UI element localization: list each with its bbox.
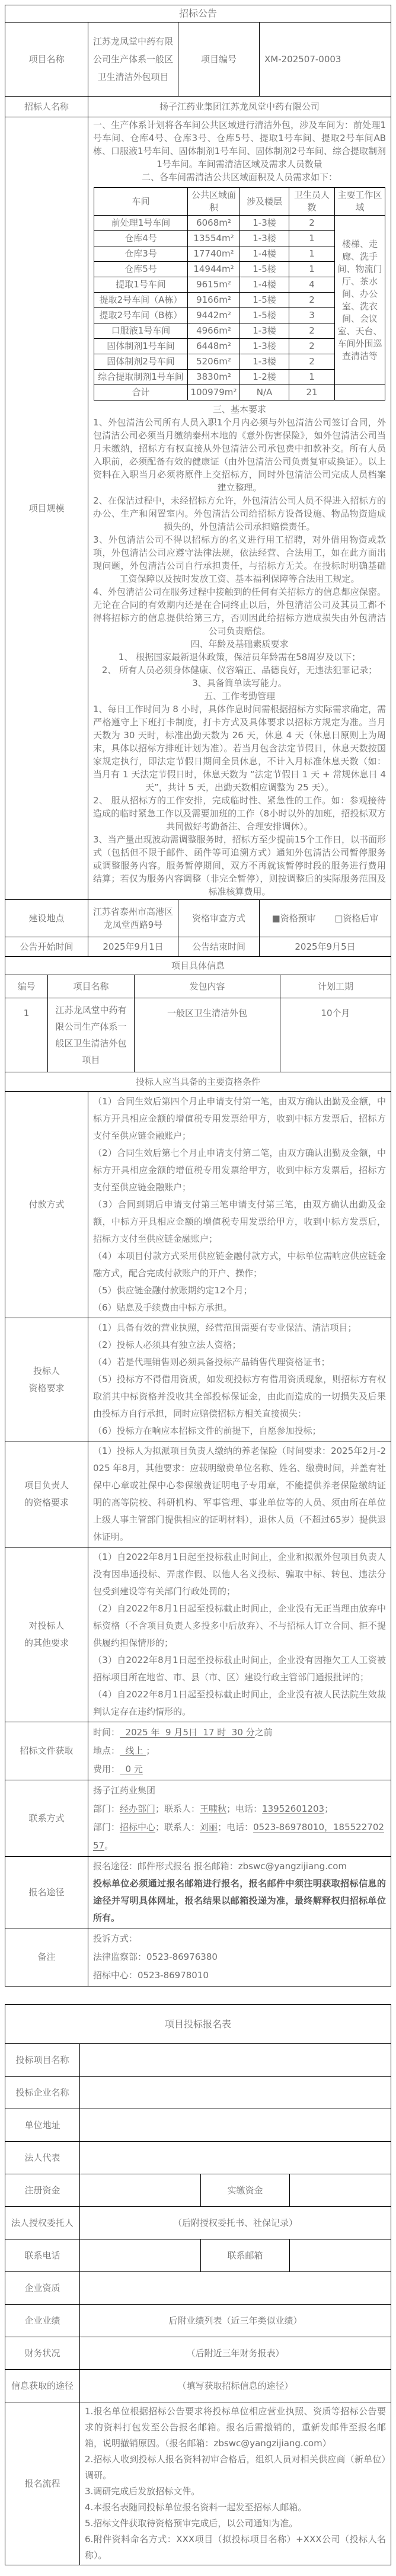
bid-registration-form [5, 2004, 391, 2565]
form-row-project-name [5, 2044, 391, 2077]
payment-item: （5）供应链金融付款账期约定12个月； [93, 1285, 253, 1296]
form-legal-rep-input[interactable] [80, 2142, 391, 2174]
payment-item: （4）本项目付款方式采用供应链金融付款方式，中标单位需响应供应链金融方式，配合完成付款账户的开户、操作； [93, 1251, 386, 1279]
project-scale-content [88, 117, 391, 900]
signup-flow-content [80, 2402, 391, 2565]
workshop-area: 17740m² [188, 246, 240, 262]
workshop-area: 3830m² [188, 370, 240, 385]
section3-item: 1、外包清洁公司所有人员入职1个月内必须与外包清洁公司签订合同，外包清洁公司必须当月缴纳泰州本地的《意外伤害保险》，如外包清洁公司当月未缴纳，招标方有权直接从外包清洁公司承包费中扣款补交。所有人员入职前，必须配备有效的健康证（由外包清洁公司负责复审或换证）。以上资料在入职当月必须将原件上交招标方，同时外包清洁公司完成人员档案建立整理。 [93, 417, 386, 493]
complaint-method-line: 投诉方式： [93, 1933, 138, 1944]
workshop-total-row [94, 385, 385, 401]
workshop-name: 提取2号车间（A栋） [94, 293, 188, 308]
document-acquisition-row [5, 1722, 391, 1780]
other-requirement-item: （4）自2022年8月1日起至投标截止时间止，企业没有被人民法院生效裁判认定存在违约情形的。 [93, 1689, 386, 1717]
other-requirements-label-line2: 的其他要求 [24, 1638, 69, 1648]
workshop-staff: 1 [289, 370, 335, 385]
form-title-row [5, 2005, 391, 2044]
contact-line-1 [93, 1800, 386, 1818]
bidder-qualification-row [5, 1318, 391, 1441]
workshop-table [94, 187, 385, 401]
signup-channel-content [88, 1857, 391, 1928]
workshop-name: 仓库3号 [94, 246, 188, 262]
acquisition-time-value: 2025 年 9 月5日 17 时 30 分 [120, 1727, 255, 1738]
workshop-area: 14944m² [188, 262, 240, 277]
qualification-section-title: 投标人应当具备的主要资格条件 [5, 1072, 391, 1092]
workshop-staff: 2 [289, 216, 335, 231]
section4-title: 四、年龄及基础素质要求 [190, 639, 289, 649]
form-project-name-label: 投标项目名称 [5, 2044, 80, 2077]
form-info-source-value: （填写获取招标信息的途径） [80, 2370, 391, 2402]
signup-flow-item: 2.招标人收到投标人报名资料初审合格后，组织人员对相关供应商（新单位）调研。 [85, 2454, 386, 2481]
workshop-area: 5206m² [188, 354, 240, 370]
section5-title: 五、工作考勤管理 [203, 691, 275, 701]
line-end: 。 [104, 1840, 114, 1851]
workshop-staff: 1 [289, 231, 335, 246]
acquisition-fee-line [93, 1760, 386, 1779]
acquisition-time-label: 时间： [93, 1727, 120, 1738]
tenderer-row [5, 97, 391, 117]
workshop-area: 9615m² [188, 277, 240, 293]
dept-value: 招标中心 [120, 1822, 156, 1832]
payment-label: 付款方式 [5, 1092, 88, 1318]
contact-person-value: 刘丽 [200, 1822, 218, 1832]
workshop-col-area: 公共区域面积 [188, 188, 240, 216]
form-phone-label: 联系电话 [5, 2239, 80, 2272]
workshop-name: 固体制剂2号车间 [94, 354, 188, 370]
form-info-source-label: 信息获取的途径 [5, 2370, 80, 2402]
prequalification-option: ■资格预审 [272, 913, 316, 924]
other-requirements-label [5, 1547, 88, 1722]
form-legal-rep-label: 法人代表 [5, 2142, 80, 2174]
workshop-name: 口服液1号车间 [94, 323, 188, 339]
info-number: 1 [5, 998, 48, 1072]
workshop-floors: 1-5楼 [240, 308, 289, 323]
contact-label: 联系方式 [5, 1780, 88, 1857]
phone-value: 13952601203 [262, 1803, 325, 1814]
acquisition-time-suffix: 之前 [254, 1727, 273, 1738]
section4-item: 1、 根据国家最新退休政策，保洁员年龄需在58周岁及以下； [118, 652, 361, 662]
payment-item: （3）合同到期后申请支付第三笔申请支付第三笔，由双方确认出勤及金额，中标方开具相应金额的增值税专用发票给甲方，收到中标方发票后，招标方支付至供应链金融账户； [93, 1199, 386, 1244]
project-name-row [5, 23, 391, 97]
form-company-name-label: 投标企业名称 [5, 2077, 80, 2109]
form-paidin-capital-label: 实缴资金 [201, 2174, 290, 2207]
qualification-header-row [5, 1072, 391, 1092]
workshop-area: 6068m² [188, 216, 240, 231]
project-info-header-row [5, 957, 391, 975]
info-columns-row [5, 975, 391, 998]
form-qualification-input[interactable] [80, 2272, 391, 2305]
site-label: 建设地点 [5, 900, 88, 937]
project-manager-label-line2: 的资格要求 [24, 1497, 69, 1508]
payment-item: （1）合同生效后第四个月止申请支付第一笔，由双方确认出勤及金额，中标方开具相应金额的增值税专用发票给甲方，收到中标方发票后，招标方支付至供应链金融账户； [93, 1096, 386, 1141]
project-scale-label: 项目规模 [5, 117, 88, 900]
other-requirements-label-line1: 对投标人 [28, 1620, 65, 1631]
section5-item: 2、 服从招标方的工作安排，完成临时性、紧急性的工作。如：参观接待造成的临时紧急工作以及需要加班的工作（8小时以外的加班，招投标双方共同做好考勤备注、合理安排调休）。 [93, 795, 386, 832]
info-content: 一般区卫生清洁外包 [135, 998, 280, 1072]
workshop-floors: 1-3楼 [240, 231, 289, 246]
project-number-value: XM-202507-0003 [260, 23, 391, 97]
signup-flow-item: 6.附件资料命名方式：XXX项目（拟投标项目名称）+XXX公司（投标人名称）。 [85, 2534, 386, 2561]
workshop-area: 4966m² [188, 323, 240, 339]
title-row [5, 5, 391, 23]
review-method-label: 资格审查方式 [178, 900, 260, 937]
form-registered-capital-label: 注册资金 [5, 2174, 80, 2207]
workshop-staff: 2 [289, 323, 335, 339]
acquisition-place-label: 地点： [93, 1745, 120, 1756]
bidder-qualification-label [5, 1318, 88, 1441]
acquisition-fee-label: 费用： [93, 1764, 120, 1774]
workshop-staff: 1 [289, 246, 335, 262]
form-row-finance [5, 2337, 391, 2370]
section4-item: 3、具备简单读写能力。 [192, 678, 287, 688]
form-performance-label: 企业业绩 [5, 2305, 80, 2337]
form-finance-value: （后附近三年财务报表） [80, 2337, 391, 2370]
project-info-section-title: 项目具体信息 [5, 957, 391, 975]
info-col-duration: 计划工期 [280, 975, 391, 998]
form-row-signup-flow [5, 2402, 391, 2565]
form-address-label: 单位地址 [5, 2109, 80, 2142]
workshop-name: 提取2号车间（B栋） [94, 308, 188, 323]
form-attorney-label: 法人授权委托人 [5, 2207, 80, 2239]
form-phone-input[interactable] [80, 2239, 201, 2272]
requirements-table [5, 1091, 391, 1987]
tender-center-line: 招标中心：0523-86978010 [93, 1970, 209, 1981]
other-requirement-item: （2）自2022年8月1日起至投标截止时间止，企业没有无正当理由放弃中标资格（不含项目负责人多投多中后放弃）、不与招标人订立合同、拒不提供履约担保情形的； [93, 1603, 386, 1648]
workshop-total-mainarea [335, 385, 385, 401]
workshop-floors: 1-4楼 [240, 246, 289, 262]
workshop-floors: 1-3楼 [240, 216, 289, 231]
form-row-qualification [5, 2272, 391, 2305]
form-row-address [5, 2109, 391, 2142]
workshop-total-staff: 21 [289, 385, 335, 401]
form-row-phone [5, 2239, 391, 2272]
signup-channel-row [5, 1857, 391, 1928]
workshop-col-staff: 卫生员人数 [289, 188, 335, 216]
document-acquisition-content [88, 1722, 391, 1780]
workshop-staff: 2 [289, 339, 335, 354]
start-time-label: 公告开始时间 [5, 937, 88, 957]
bidder-qualification-content [88, 1318, 391, 1441]
remark-label: 备注 [5, 1928, 88, 1987]
project-name-value: 江苏龙凤堂中药有限公司生产体系一般区卫生清洁外包项目 [88, 23, 178, 97]
info-project-name: 江苏龙凤堂中药有限公司生产体系一般区卫生清洁外包项目 [48, 998, 135, 1072]
line-end: ； [324, 1803, 334, 1814]
scale-paragraph-2: 二、各车间需清洁公共区域面积及人员需求如下： [141, 172, 337, 182]
section5-item: 3、当产量出现波动需调整服务时，招标方至少提前15个工作日，以书面形式（包括但不限于邮件、函件等可追溯方式）通知外包清洁公司暂停服务或调整服务内容。服务暂停期间，双方不再就该暂停时段的服务进行费用结算；若仅为服务内容调整（非完全暂停），则按调整后的实际服务范围及标准核算费用。 [93, 834, 386, 897]
acquisition-fee-value: 0 元 [120, 1764, 143, 1774]
project-name-label: 项目名称 [5, 23, 88, 97]
signup-flow-item: 4.本报名表随同投标单位报名资料一起发至招标人邮箱。 [85, 2502, 307, 2513]
payment-content [88, 1092, 391, 1318]
workshop-col-name: 车间 [94, 188, 188, 216]
end-time-label: 公告结束时间 [178, 937, 260, 957]
dept-label: 部门： [93, 1803, 120, 1814]
signup-channel-label: 报名途径 [5, 1857, 88, 1928]
workshop-name: 提取1号车间 [94, 277, 188, 293]
table-gap [5, 1987, 391, 2004]
payment-row [5, 1092, 391, 1318]
workshop-name: 固体制剂1号车间 [94, 339, 188, 354]
signup-flow-item: 1.报名单位根据招标公告要求将投标单位相应营业执照、资质等招标公告要求的资料打包发至公告报名邮箱。报名后需撤销的，重新发邮件至报名邮箱，说明撤销原因。（报名邮箱：zbswc@yangzijiang.com） [85, 2406, 386, 2449]
workshop-row [94, 216, 385, 231]
info-col-number: 编号 [5, 975, 48, 998]
bidder-qualification-label-line2: 资格要求 [28, 1382, 65, 1393]
phone-label: ；电话： [226, 1803, 263, 1814]
site-row [5, 900, 391, 937]
project-scale-row [5, 117, 391, 900]
dept-label: 部门： [93, 1822, 120, 1832]
workshop-area: 9166m² [188, 293, 240, 308]
workshop-main-area: 楼梯、走廊、洗手间、物流门厅、茶水间、办公室、洗衣间、会议室、天台、车间外围巡查清洁等 [335, 216, 385, 385]
project-info-table [5, 956, 391, 1092]
document-acquisition-label: 招标文件获取 [5, 1722, 88, 1780]
form-email-label: 联系邮箱 [201, 2239, 290, 2272]
form-title: 项目投标报名表 [5, 2005, 391, 2044]
contact-person-value: 王啸秋 [200, 1803, 227, 1814]
form-attorney-value: （后附授权委托书、社保记录） [80, 2207, 391, 2239]
bidder-qualification-item: （4）若是代理销售则必须具备投标产品销售代理资格证书； [93, 1357, 330, 1367]
workshop-floors: 1-4楼 [240, 277, 289, 293]
workshop-area: 9442m² [188, 308, 240, 323]
workshop-staff: 2 [289, 354, 335, 370]
form-row-company-name [5, 2077, 391, 2109]
acquisition-place-suffix: ； [146, 1745, 155, 1756]
postqualification-option: □资格后审 [334, 913, 379, 924]
other-requirement-item: （1）自2022年8月1日起至投标截止时间止，企业和拟派外包项目负责人没有因串通投标、弄虚作假、以他人名义投标、骗取中标、转包、违法分包受到建设等有关部门行政处罚的； [93, 1552, 386, 1597]
project-number-label: 项目编号 [178, 23, 260, 97]
workshop-staff: 1 [289, 262, 335, 277]
scale-paragraph-1: 一、生产体系计划将各车间公共区域进行清洁外包，涉及车间为：前处理1号车间、仓库4号、仓库3号、仓库5号、提取1号车间、提取2号车间AB栋、口服液1号车间、固体制剂1号车间、固体制剂2号车间、综合提取制剂1号车间。车间需清洁区域及需求人员数量 [93, 120, 386, 169]
workshop-total-floors: N/A [240, 385, 289, 401]
remark-row [5, 1928, 391, 1987]
form-performance-value: 后附业绩列表（近三年类似业绩） [80, 2305, 391, 2337]
info-duration: 10个月 [280, 998, 391, 1072]
tenderer-value: 扬子江药业集团江苏龙凤堂中药有限公司 [88, 97, 391, 117]
info-data-row [5, 998, 391, 1072]
bidder-qualification-item: （2）投标人必须具有独立法人资格； [93, 1340, 241, 1350]
project-manager-label [5, 1441, 88, 1547]
tenderer-label: 招标人名称 [5, 97, 88, 117]
bidder-qualification-item: （6）投标方在响应本招标文件的前提下，自愿参加投标； [93, 1425, 321, 1436]
workshop-name: 仓库5号 [94, 262, 188, 277]
workshop-floors: 1-3楼 [240, 323, 289, 339]
workshop-floors: 1-5楼 [240, 293, 289, 308]
form-company-name-input[interactable] [80, 2077, 391, 2109]
section3-item: 4、外包清洁公司在服务过程中接触到的任何有关招标方的信息都应保密。无论在合同的有效期内还是在合同终止以后，外包清洁公司及其员工都不得将招标方的信息提供给第三方，否则因此给招标方造成损失由外包清洁公司负责赔偿。 [93, 587, 386, 636]
workshop-header-row [94, 188, 385, 216]
acquisition-place-line [93, 1742, 386, 1760]
workshop-floors: 1-3楼 [240, 354, 289, 370]
form-row-performance [5, 2305, 391, 2337]
form-project-name-input[interactable] [80, 2044, 391, 2077]
dept-value: 经办部门 [120, 1803, 156, 1814]
info-col-name: 项目名称 [48, 975, 135, 998]
project-manager-item: （1）投标人为拟派项目负责人缴纳的养老保险（时间要求：2025年2月-2025 年8月，其他要求：应载明缴费单位名称、姓名、缴费时间，并盖有社保中心章或社保中心参保缴费证明电子专用章，不能提供养老保险缴纳证明的高等院校、科研机构、军事管理、事业单位等的人员、须由所在单位上级人事主管部门提供相应的证明材料），退休人员（不超过65岁）提供退休证明。 [93, 1446, 386, 1542]
bidder-qualification-item: （1）具备有效的营业执照，经营范围需要有专业保洁、清洁项目； [93, 1322, 357, 1333]
end-time-value: 2025年9月5日 [260, 937, 391, 957]
form-row-info-source [5, 2370, 391, 2402]
project-manager-row [5, 1441, 391, 1547]
contact-content [88, 1780, 391, 1857]
signup-flow-item: 5.招标文件获取待资格预审完成后，以公司通知为准。 [85, 2518, 298, 2529]
remark-content [88, 1928, 391, 1987]
other-requirement-item: （3）自2022年8月1日起至投标截止时间止，企业没有因拖欠工人工资被招标项目所在地省、市、县（市、区）建设行政主管部门通报批评的； [93, 1655, 386, 1683]
workshop-staff: 4 [289, 277, 335, 293]
form-email-input[interactable] [290, 2239, 391, 2272]
form-qualification-label: 企业资质 [5, 2272, 80, 2305]
section5-item: 1、每日工作时间为 8 小时，具体作息时间需根据招标方实际需求确定，需严格遵守上下班打卡制度，打卡方式及具体要求以招标方规定为准。当月天数为 30 天时，标准出勤天数为 26 天，休息 4 天（休息日原则上为周末，具体以招标方排班计划为准）。若当月包含法定节假日，休息天数按国家规定执行，即法定节假日期间全员休息，不计入月标准休息天数（如：当月有 1 天法定节假日时，休息天数为 “法定节假日 1 天 + 常规休息日 4 天”，共计 5 天，出勤天数相应调整为 25 天）。 [93, 704, 386, 793]
workshop-total-label: 合计 [94, 385, 188, 401]
phone-value: 0523-86978010，18552270257 [93, 1822, 384, 1851]
acquisition-time-line [93, 1723, 386, 1742]
other-requirements-content [88, 1547, 391, 1722]
workshop-name: 仓库4号 [94, 231, 188, 246]
section3-item: 2、在保洁过程中，未经招标方允许，外包清洁公司人员不得进入招标方的办公、生产和闲置室内。外包清洁公司给招标方设备设施、物品物资造成损失的，外包清洁公司承担赔偿责任。 [93, 495, 386, 532]
signup-channel-line: 报名途径：邮件形式报名 报名邮箱：zbswc@yangzijiang.com [93, 1861, 347, 1872]
workshop-col-mainarea: 主要工作区域 [335, 188, 385, 216]
section4-item: 2、 所有人员必须身体健康、仪容端正、品德良好，无违法犯罪记录； [101, 665, 378, 675]
workshop-area: 6448m² [188, 339, 240, 354]
announcement-title: 招标公告 [5, 5, 391, 23]
section3-title: 三、基本要求 [212, 404, 266, 415]
project-manager-label-line1: 项目负责人 [24, 1480, 69, 1491]
contact-person-label: ；联系人： [155, 1803, 200, 1814]
workshop-floors: 1-2楼 [240, 370, 289, 385]
acquisition-place-value: 线上 [120, 1745, 146, 1756]
contact-row [5, 1780, 391, 1857]
signup-channel-notice: 投标单位必须通过报名邮箱进行报名，报名邮件中须注明获取招标信息的途径并写明具体网址，报名结果以邮箱投递为准，最终解释权归招标单位所有。 [93, 1878, 386, 1923]
workshop-staff: 3 [289, 308, 335, 323]
contact-company: 扬子江药业集团 [93, 1785, 156, 1796]
workshop-staff: 2 [289, 293, 335, 308]
form-row-legal-rep [5, 2142, 391, 2174]
workshop-floors: 1-5楼 [240, 262, 289, 277]
legal-supervision-line: 法律监察部：0523-86976380 [93, 1952, 218, 1962]
signup-flow-item: 3.调研完成后发放招标文件。 [85, 2486, 200, 2497]
info-col-content: 发包内容 [135, 975, 280, 998]
announcement-table-top [5, 5, 391, 957]
payment-item: （6）贴息及手续费由中标方承担。 [93, 1302, 232, 1313]
phone-label: ；电话： [218, 1822, 254, 1832]
contact-person-label: ；联系人： [155, 1822, 200, 1832]
workshop-total-area: 100979m² [188, 385, 240, 401]
workshop-name: 综合提取制剂1号车间 [94, 370, 188, 385]
workshop-floors: 1-3楼 [240, 339, 289, 354]
workshop-col-floors: 涉及楼层 [240, 188, 289, 216]
other-requirements-row [5, 1547, 391, 1722]
contact-line-2 [93, 1818, 386, 1855]
project-manager-content [88, 1441, 391, 1547]
bidder-qualification-label-line1: 投标人 [33, 1365, 60, 1376]
site-value: 江苏省泰州市高港区龙凤堂西路9号 [88, 900, 178, 937]
form-address-input[interactable] [80, 2109, 391, 2142]
signup-flow-label: 报名流程 [5, 2402, 80, 2565]
review-method-value [260, 900, 391, 937]
form-paidin-capital-input[interactable] [290, 2174, 391, 2207]
announcement-time-row [5, 937, 391, 957]
start-time-value: 2025年9月1日 [88, 937, 178, 957]
bidder-qualification-item: （5）投标方不得借用资质，如发现投标方有借用资质现象，则招标方有权取消其中标资格并没收其全部投标保证金，由此而造成的一切损失及后果由投标方自行承担，同时应赔偿招标方相关直接损失： [93, 1374, 386, 1419]
form-row-capital [5, 2174, 391, 2207]
form-finance-label: 财务状况 [5, 2337, 80, 2370]
payment-item: （2）合同生效后第七个月止申请支付第二笔，由双方确认出勤及金额，中标方开具相应金额的增值税专用发票给甲方，收到中标方发票后，招标方支付至供应链金融账户； [93, 1148, 386, 1193]
workshop-area: 13554m² [188, 231, 240, 246]
form-registered-capital-input[interactable] [80, 2174, 201, 2207]
section3-item: 3、外包清洁公司不得以招标方的名义进行用工招聘，对外借用物资或款项，外包清洁公司应遵守法律法规，依法经营、合法用工，如在此方面出现问题，外包清洁公司自行承担责任，与招标方无关。在投标时明确基础工资保障以及按时发放工资、基本福利保障等合法用工规定。 [93, 534, 386, 584]
form-row-attorney [5, 2207, 391, 2239]
workshop-name: 前处理1号车间 [94, 216, 188, 231]
